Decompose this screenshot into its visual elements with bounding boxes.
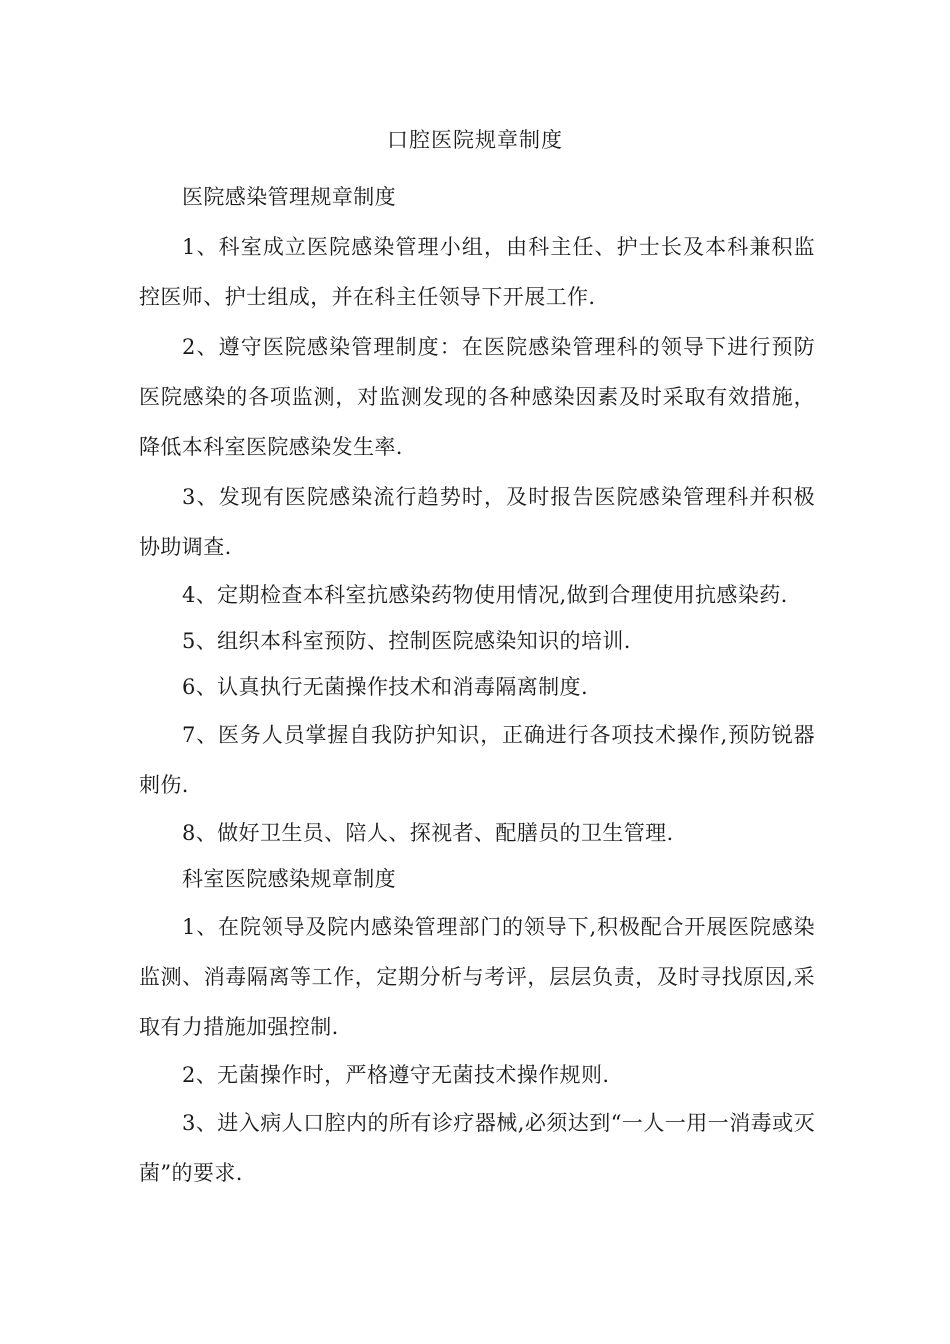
paragraph-item-8: 8、做好卫生员、陪人、探视者、配膳员的卫生管理.	[182, 821, 674, 845]
section-heading-infection-management: 医院感染管理规章制度	[182, 185, 396, 209]
paragraph-item-2: 2、遵守医院感染管理制度：在医院感染管理科的领导下进行预防医院感染的各项监测，对监测发现的各种感染因素及时采取有效措施，降低本科室医院感染发生率.	[139, 335, 815, 459]
paragraph-dept-item-1: 1、在院领导及院内感染管理部门的领导下,积极配合开展医院感染监测、消毒隔离等工作，定期分析与考评，层层负责，及时寻找原因,采取有力措施加强控制.	[139, 915, 815, 1039]
document-title: 口腔医院规章制度	[387, 128, 563, 152]
paragraph-item-4: 4、定期检查本科室抗感染药物使用情况,做到合理使用抗感染药.	[182, 583, 788, 607]
paragraph-item-7: 7、医务人员掌握自我防护知识，正确进行各项技术操作,预防锐器刺伤.	[139, 723, 815, 797]
paragraph-dept-item-3: 3、进入病人口腔内的所有诊疗器械,必须达到“一人一用一消毒或灭菌”的要求.	[139, 1111, 815, 1185]
document-body	[139, 172, 815, 1198]
section-heading-department-infection: 科室医院感染规章制度	[182, 867, 396, 891]
paragraph-item-3: 3、发现有医院感染流行趋势时，及时报告医院感染管理科并积极协助调查.	[139, 485, 815, 559]
paragraph-item-6: 6、认真执行无菌操作技术和消毒隔离制度.	[182, 675, 589, 699]
paragraph-item-1: 1、科室成立医院感染管理小组，由科主任、护士长及本科兼积监控医师、护士组成，并在科主任领导下开展工作.	[139, 235, 815, 309]
paragraph-dept-item-2: 2、无菌操作时，严格遵守无菌技术操作规则.	[182, 1063, 610, 1087]
paragraph-item-5: 5、组织本科室预防、控制医院感染知识的培训.	[182, 629, 631, 653]
